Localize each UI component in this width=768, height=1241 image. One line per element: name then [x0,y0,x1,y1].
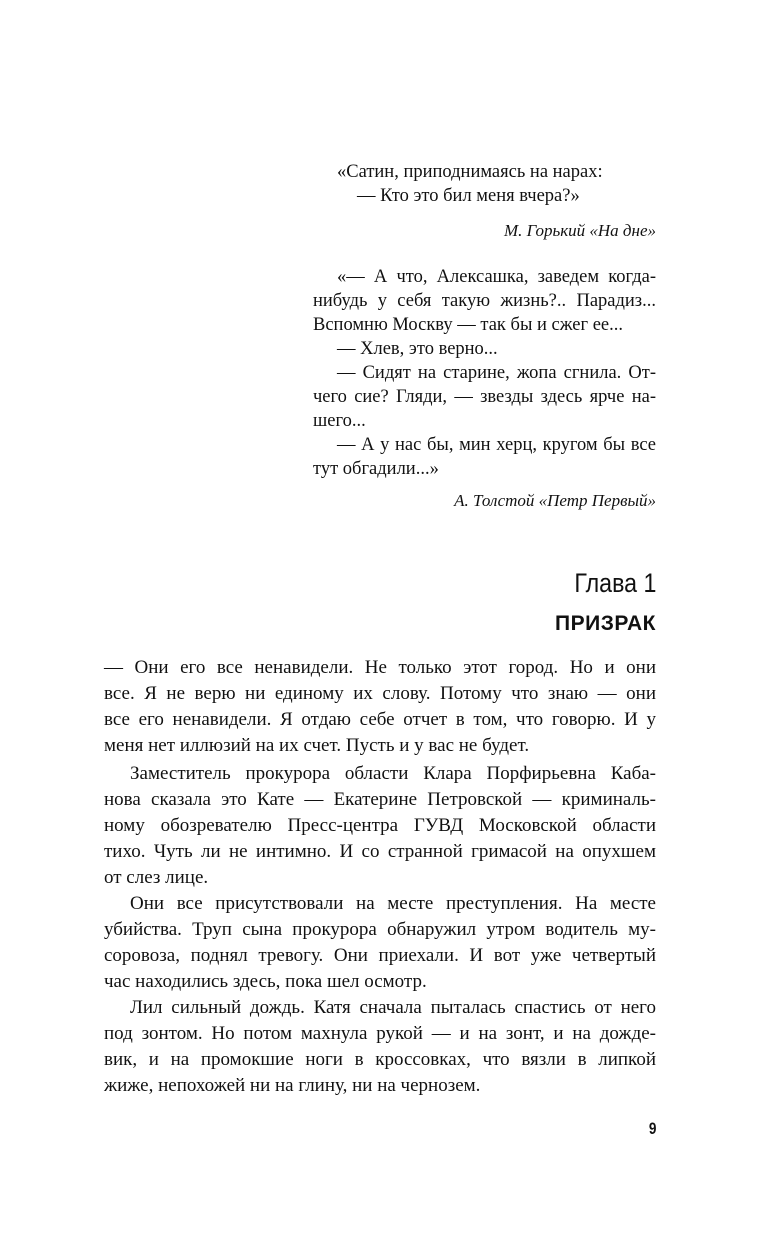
body-line: час находились здесь, пока шел осмотр. [104,971,427,992]
epigraph-line: «Сатин, приподнимаясь на нарах: [337,162,603,182]
epigraph-attribution: М. Горький «На дне» [504,221,656,240]
body-line: жиже, непохожей ни на глину, ни на чернозем. [104,1075,481,1096]
body-line: — Они его все ненавидели. Не только этот город. Но и они [104,657,656,678]
body-line: от слез лице. [104,867,209,888]
body-line: Они все присутствовали на месте преступления. На месте [130,893,656,914]
chapter-title: ПРИЗРАК [555,612,656,635]
body-line: соровоза, поднял тревогу. Они приехали. И вот уже четвертый [104,945,656,966]
epigraph-line: — А у нас бы, мин херц, кругом бы все [337,435,656,455]
epigraph-line: шего... [313,411,366,431]
epigraph-line: «— А что, Алексашка, заведем когда- [337,267,656,287]
body-line: тихо. Чуть ли не интимно. И со странной гримасой на опухшем [104,841,656,862]
page-number: 9 [648,1119,656,1138]
chapter-number: Глава 1 [573,568,656,598]
epigraph-attribution: А. Толстой «Петр Первый» [454,491,656,510]
epigraph-line: — Сидят на старине, жопа сгнила. От- [337,363,656,383]
epigraph-line: — Хлев, это верно... [337,339,498,359]
body-line: Заместитель прокурора области Клара Порфирьевна Каба- [130,763,656,784]
body-line: убийства. Труп сына прокурора обнаружил утром водитель му- [104,919,656,940]
body-line: нова сказала это Кате — Екатерине Петровской — криминаль- [104,789,656,810]
epigraph-line: — Кто это бил меня вчера?» [357,186,580,206]
epigraph-line: чего сие? Гляди, — звезды здесь ярче на- [313,387,656,407]
epigraph-line: тут обгадили...» [313,459,439,479]
body-line: ному обозревателю Пресс-центра ГУВД Московской области [104,815,656,836]
body-line: вик, и на промокшие ноги в кроссовках, что вязли в липкой [104,1049,656,1070]
body-line: все. Я не верю ни единому их слову. Потому что знаю — они [104,683,656,704]
epigraph-line: Вспомню Москву — так бы и сжег ее... [313,315,624,335]
epigraph-line: нибудь у себя такую жизнь?.. Парадиз... [313,291,656,311]
body-line: под зонтом. Но потом махнула рукой — и на зонт, и на дожде- [104,1023,656,1044]
body-line: Лил сильный дождь. Катя сначала пыталась спастись от него [130,997,656,1018]
body-line: меня нет иллюзий на их счет. Пусть и у вас не будет. [104,735,530,756]
body-line: все его ненавидели. Я отдаю себе отчет в том, что говорю. И у [104,709,656,730]
